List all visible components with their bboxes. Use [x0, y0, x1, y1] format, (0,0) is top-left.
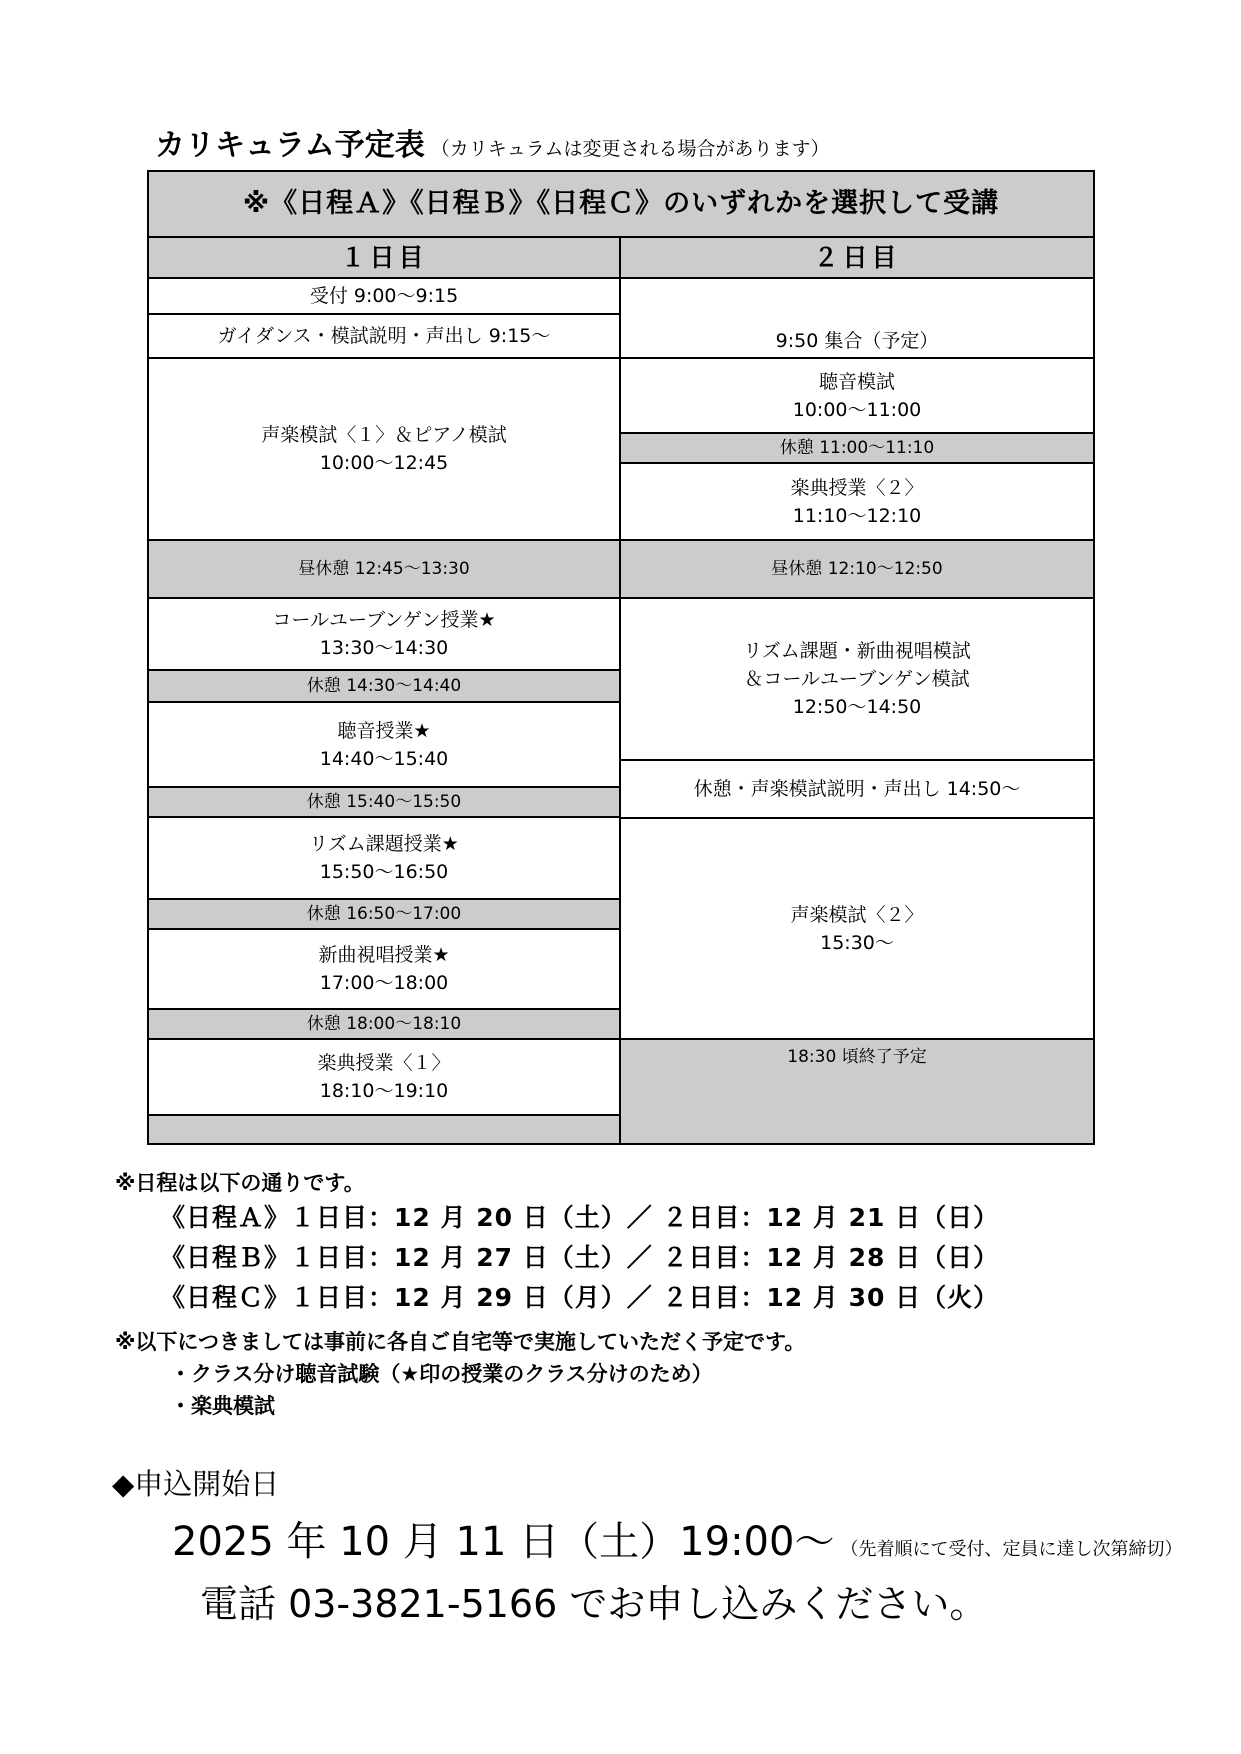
application-heading: ◆申込開始日: [112, 1467, 280, 1501]
day2-theory: [621, 464, 1093, 541]
day2-break1: [621, 434, 1093, 464]
session-name: 声楽模試〈２〉: [790, 903, 924, 926]
session-time: 15:50～16:50: [319, 861, 449, 883]
curriculum-table: [147, 170, 1095, 1145]
application-tel: 電話 03-3821-5166 でお申し込みください。: [200, 1582, 988, 1626]
day1-rhythm: [149, 818, 621, 900]
day2-header-text: ２日目: [813, 242, 901, 272]
break-text: 休憩・声楽模試説明・声出し 14:50～: [693, 778, 1021, 800]
session-time: 18:10～19:10: [319, 1080, 449, 1102]
application-date: [172, 1510, 1182, 1567]
day1-break3: [149, 900, 621, 930]
break-text: 休憩 15:40～15:50: [306, 792, 462, 812]
day2-end-text: 18:30 頃終了予定: [787, 1047, 927, 1067]
day1-reception: [149, 279, 621, 315]
session-name: 聴音授業★: [337, 719, 431, 742]
session-name: リズム課題・新曲視唱模試: [743, 640, 971, 662]
day2-header: [621, 238, 1093, 279]
day1-end-filler: [149, 1116, 621, 1143]
schedule-a: 《日程Ａ》１日目：12 月 20 日（土）／ ２日目：12 月 21 日（日）: [160, 1203, 1000, 1232]
session-time: 12:50～14:50: [792, 696, 922, 718]
break-text: 休憩 11:00～11:10: [779, 438, 935, 458]
day1-theory: [149, 1040, 621, 1116]
title-note: （カリキュラムは変更される場合があります）: [430, 138, 830, 160]
day1-guidance: [149, 315, 621, 359]
schedule-c: 《日程Ｃ》１日目：12 月 29 日（月）／ ２日目：12 月 30 日（火）: [160, 1283, 1000, 1312]
session-name: 楽典授業〈１〉: [317, 1052, 451, 1074]
session-name: 楽典授業〈２〉: [790, 476, 924, 499]
session-name: リズム課題授業★: [309, 833, 459, 855]
table-header-text: ※《日程Ａ》《日程Ｂ》《日程Ｃ》のいずれかを選択して受講: [242, 188, 1000, 219]
day1-break4: [149, 1010, 621, 1040]
session-name: コールユーブンゲン授業★: [272, 609, 496, 631]
break-text: 休憩 14:30～14:40: [306, 676, 462, 696]
session-time: 11:10～12:10: [792, 504, 922, 527]
session-time: 10:00～11:00: [792, 398, 922, 421]
schedule-intro: ※日程は以下の通りです。: [115, 1171, 365, 1195]
day1-vocal-piano: [149, 359, 621, 541]
break-text: 休憩 16:50～17:00: [306, 904, 462, 924]
day1-header: [149, 238, 621, 279]
day1-sight: [149, 930, 621, 1010]
application-date-text: 2025 年 10 月 11 日（土）19:00～: [172, 1519, 835, 1565]
day1-header-text: １日目: [340, 242, 428, 272]
day1-chorub: [149, 599, 621, 671]
title-main: カリキュラム予定表: [155, 128, 425, 163]
day1-guidance-text: ガイダンス・模試説明・声出し 9:15～: [217, 325, 551, 347]
day1-lunch-text: 昼休憩 12:45～13:30: [298, 559, 470, 579]
day2-lunch-text: 昼休憩 12:10～12:50: [771, 559, 943, 579]
day2-rhythm-exam: [621, 599, 1093, 761]
break-text: 休憩 18:00～18:10: [306, 1014, 462, 1034]
day1-ear: [149, 703, 621, 788]
session-time: 15:30～: [820, 931, 894, 954]
session-name: 聴音模試: [818, 370, 895, 393]
session-name: 新曲視唱授業★: [318, 944, 450, 966]
day2-ear-exam: [621, 359, 1093, 434]
day2-break2: [621, 761, 1093, 819]
session-name: 声楽模試〈１〉＆ピアノ模試: [261, 424, 507, 446]
day2-gather-text: 9:50 集合（予定）: [775, 330, 939, 352]
page-title: [155, 120, 830, 164]
schedule-notes: [115, 1168, 999, 1422]
schedule-b: 《日程Ｂ》１日目：12 月 27 日（土）／ ２日目：12 月 28 日（日）: [160, 1243, 1000, 1272]
day2-gather: [621, 279, 1093, 359]
session-time: 14:40～15:40: [319, 747, 449, 770]
prep-item-theory-exam: ・楽典模試: [170, 1394, 275, 1418]
application-date-note: （先着順にて受付、定員に達し次第締切）: [840, 1539, 1183, 1560]
session-name-line2: ＆コールユーブンゲン模試: [744, 668, 970, 690]
prep-item-ear-test: ・クラス分け聴音試験（★印の授業のクラス分けのため）: [170, 1362, 713, 1386]
session-time: 10:00～12:45: [319, 452, 449, 474]
session-time: 13:30～14:30: [319, 637, 449, 659]
day1-break2: [149, 788, 621, 818]
day2-end: [621, 1040, 1093, 1143]
session-time: 17:00～18:00: [319, 972, 449, 994]
prep-intro: ※以下につきましては事前に各自ご自宅等で実施していただく予定です。: [115, 1330, 806, 1354]
day1-break1: [149, 671, 621, 703]
day2-vocal-exam: [621, 819, 1093, 1040]
day2-lunch: [621, 541, 1093, 599]
day1-lunch: [149, 541, 621, 599]
table-header: [149, 172, 1093, 238]
day1-reception-text: 受付 9:00～9:15: [309, 285, 459, 307]
